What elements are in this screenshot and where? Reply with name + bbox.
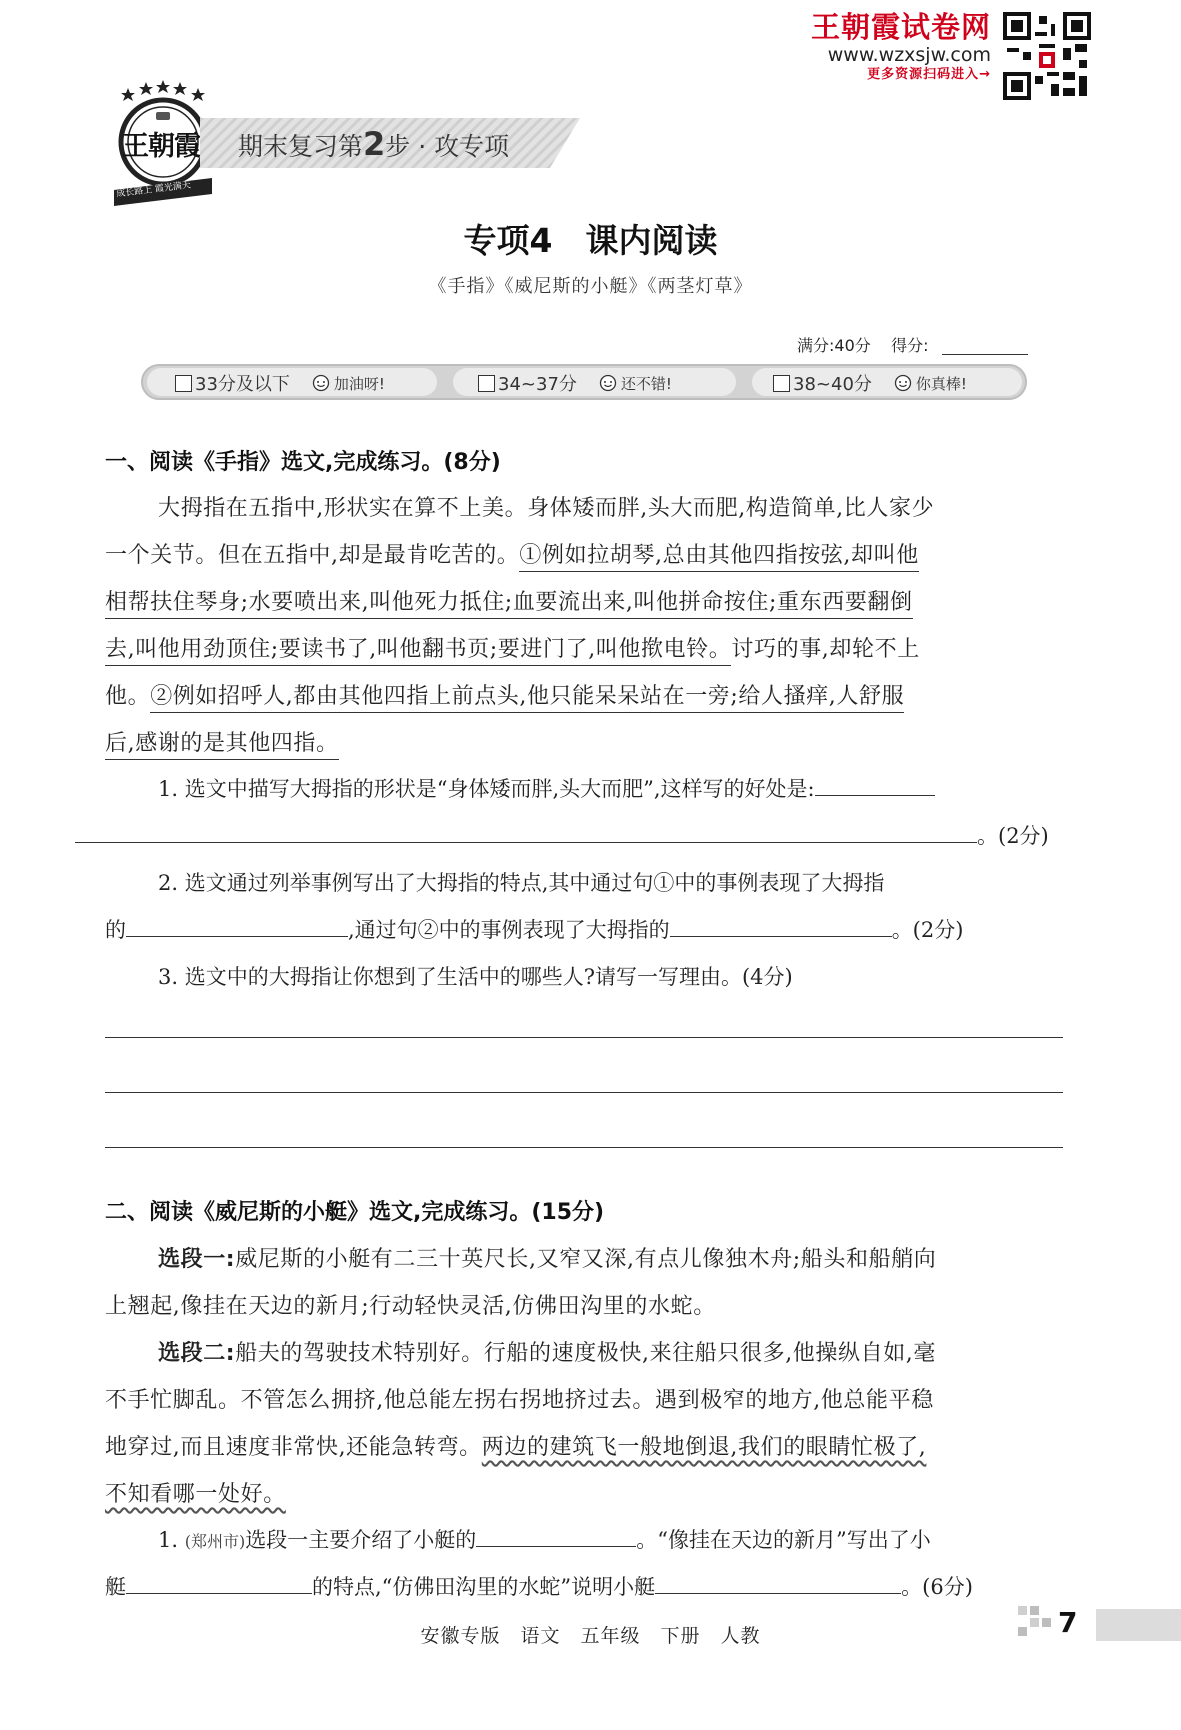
answer-blank[interactable]	[815, 795, 935, 796]
face-icon	[894, 374, 912, 392]
sentence-1-underlined: 去,叫他用劲顶住;要读书了,叫他翻书页;要进门了,叫他揿电铃。	[105, 637, 731, 666]
excerpt-1-label: 选段一:	[158, 1247, 236, 1272]
question-1-2-cont	[105, 914, 963, 944]
corner-squares-icon	[1018, 1606, 1054, 1636]
passage-line	[105, 1477, 286, 1508]
score-range: 33分及以下	[195, 374, 290, 395]
question-1-2: 2. 选文通过列举事例写出了大拇指的特点,其中通过句①中的事例表现了大拇指	[158, 871, 885, 895]
footer-text: 安徽专版 语文 五年级 下册 人教	[420, 1625, 761, 1647]
passage-line	[105, 726, 339, 757]
question-text: 1.	[158, 1528, 185, 1552]
question-text: 的特点,“仿佛田沟里的水蛇”说明小艇	[312, 1575, 656, 1599]
passage-line: 大拇指在五指中,形状实在算不上美。身体矮而胖,头大而肥,构造简单,比人家少	[158, 496, 935, 521]
answer-blank[interactable]	[476, 1546, 636, 1547]
question-points: 。(6分)	[901, 1575, 973, 1599]
passage-text: 他。	[105, 684, 151, 709]
banner-suffix: 步 · 攻专项	[385, 132, 510, 161]
question-text: 艇	[105, 1575, 126, 1599]
answer-line[interactable]	[105, 1147, 1063, 1148]
score-range: 34~37分	[498, 374, 577, 395]
brand-url[interactable]: www.wzxsjw.com	[827, 44, 991, 66]
got-score-label: 得分:	[891, 336, 929, 355]
passage-line	[105, 538, 919, 569]
logo-text: 王朝霞	[122, 131, 200, 162]
question-text: 。“像挂在天边的新月”写出了小	[636, 1528, 931, 1552]
wavy-underlined-sentence: 两边的建筑飞一般地倒退,我们的眼睛忙极了,	[481, 1435, 927, 1460]
passage-line	[105, 585, 913, 616]
score-level-3[interactable]	[773, 370, 967, 396]
passage-line	[105, 632, 920, 663]
passage-text: 讨巧的事,却轮不上	[731, 637, 920, 662]
checkbox[interactable]	[175, 375, 192, 392]
checkbox[interactable]	[478, 375, 495, 392]
passage-text: 船夫的驾驶技术特别好。行船的速度极快,来往船只很多,他操纵自如,毫	[235, 1341, 936, 1366]
wavy-underlined-sentence: 不知看哪一处好。	[105, 1482, 286, 1507]
face-icon	[312, 374, 330, 392]
logo-ribbon: 成长路上 霞光满天	[115, 180, 192, 200]
sentence-1-underlined: ①例如拉胡琴,总由其他四指按弦,却叫他	[519, 543, 918, 572]
answer-blank[interactable]	[126, 1593, 312, 1594]
answer-blank[interactable]	[655, 1593, 901, 1594]
brand-name: 王朝霞试卷网	[810, 10, 991, 44]
passage-line	[105, 1430, 926, 1461]
passage-line	[158, 1242, 936, 1273]
question-text: ,通过句②中的事例表现了大拇指的	[348, 918, 670, 942]
banner-step: 2	[363, 125, 386, 163]
question-source-tag: (郑州市)	[184, 1532, 246, 1551]
passage-text: 一个关节。但在五指中,却是最肯吃苦的。	[105, 543, 520, 568]
score-level-2[interactable]	[478, 370, 672, 396]
question-points: 。(2分)	[891, 918, 964, 942]
brand-block	[811, 10, 991, 84]
question-text: 选段一主要介绍了小艇的	[245, 1528, 477, 1552]
score-blank[interactable]	[942, 354, 1028, 355]
excerpt-2-label: 选段二:	[158, 1341, 236, 1366]
question-text: 1. 选文中描写大拇指的形状是“身体矮而胖,头大而肥”,这样写的好处是:	[158, 777, 815, 801]
score-level-1[interactable]	[175, 370, 385, 396]
question-1-3: 3. 选文中的大拇指让你想到了生活中的哪些人?请写一写理由。(4分)	[158, 965, 793, 989]
sentence-2-underlined: 后,感谢的是其他四指。	[105, 731, 339, 760]
score-info	[797, 333, 929, 356]
passage-line	[105, 679, 904, 710]
page-title: 专项4 课内阅读	[463, 221, 718, 260]
question-text: 的	[105, 918, 126, 942]
score-range: 38~40分	[793, 374, 872, 395]
checkbox[interactable]	[773, 375, 790, 392]
passage-line	[158, 1336, 936, 1367]
question-2-1-cont	[105, 1571, 973, 1601]
answer-line[interactable]	[105, 1092, 1063, 1093]
page-number: 7	[1058, 1606, 1078, 1639]
passage-text: 威尼斯的小艇有二三十英尺长,又窄又深,有点儿像独木舟;船头和船艄向	[235, 1247, 937, 1272]
passage-text: 地穿过,而且速度非常快,还能急转弯。	[105, 1435, 482, 1460]
page-subtitle: 《手指》《威尼斯的小艇》《两茎灯草》	[428, 276, 753, 297]
qr-code-icon[interactable]	[1003, 12, 1091, 100]
answer-blank[interactable]	[126, 936, 348, 937]
sentence-2-underlined: ②例如招呼人,都由其他四指上前点头,他只能呆呆站在一旁;给人搔痒,人舒服	[150, 684, 904, 713]
banner-prefix: 期末复习第	[238, 132, 364, 161]
section2-heading: 二、阅读《威尼斯的小艇》选文,完成练习。(15分)	[105, 1200, 605, 1225]
answer-blank[interactable]	[75, 842, 977, 843]
answer-line[interactable]	[105, 1037, 1063, 1038]
sentence-1-underlined: 相帮扶住琴身;水要喷出来,叫他死力抵住;血要流出来,叫他拼命按住;重东西要翻倒	[105, 590, 913, 619]
passage-line: 上翘起,像挂在天边的新月;行动轻快灵活,仿佛田沟里的水蛇。	[105, 1294, 716, 1319]
passage-line: 不手忙脚乱。不管怎么拥挤,他总能左拐右拐地挤过去。遇到极窄的地方,他总能平稳	[105, 1388, 934, 1413]
cheer-text: 加油呀!	[333, 374, 385, 393]
full-score: 满分:40分	[797, 336, 871, 355]
banner-text	[238, 125, 509, 163]
answer-blank[interactable]	[670, 936, 892, 937]
section1-heading: 一、阅读《手指》选文,完成练习。(8分)	[105, 450, 501, 475]
question-1-1	[158, 773, 935, 803]
cheer-text: 还不错!	[620, 374, 672, 393]
face-icon	[599, 374, 617, 392]
page-bar	[1096, 1609, 1181, 1641]
question-1-1-cont	[75, 820, 1049, 850]
question-points: 。(2分)	[977, 824, 1049, 848]
brand-more: 更多资源扫码进入→	[867, 67, 991, 82]
cheer-text: 你真棒!	[915, 374, 967, 393]
question-2-1	[158, 1524, 931, 1554]
